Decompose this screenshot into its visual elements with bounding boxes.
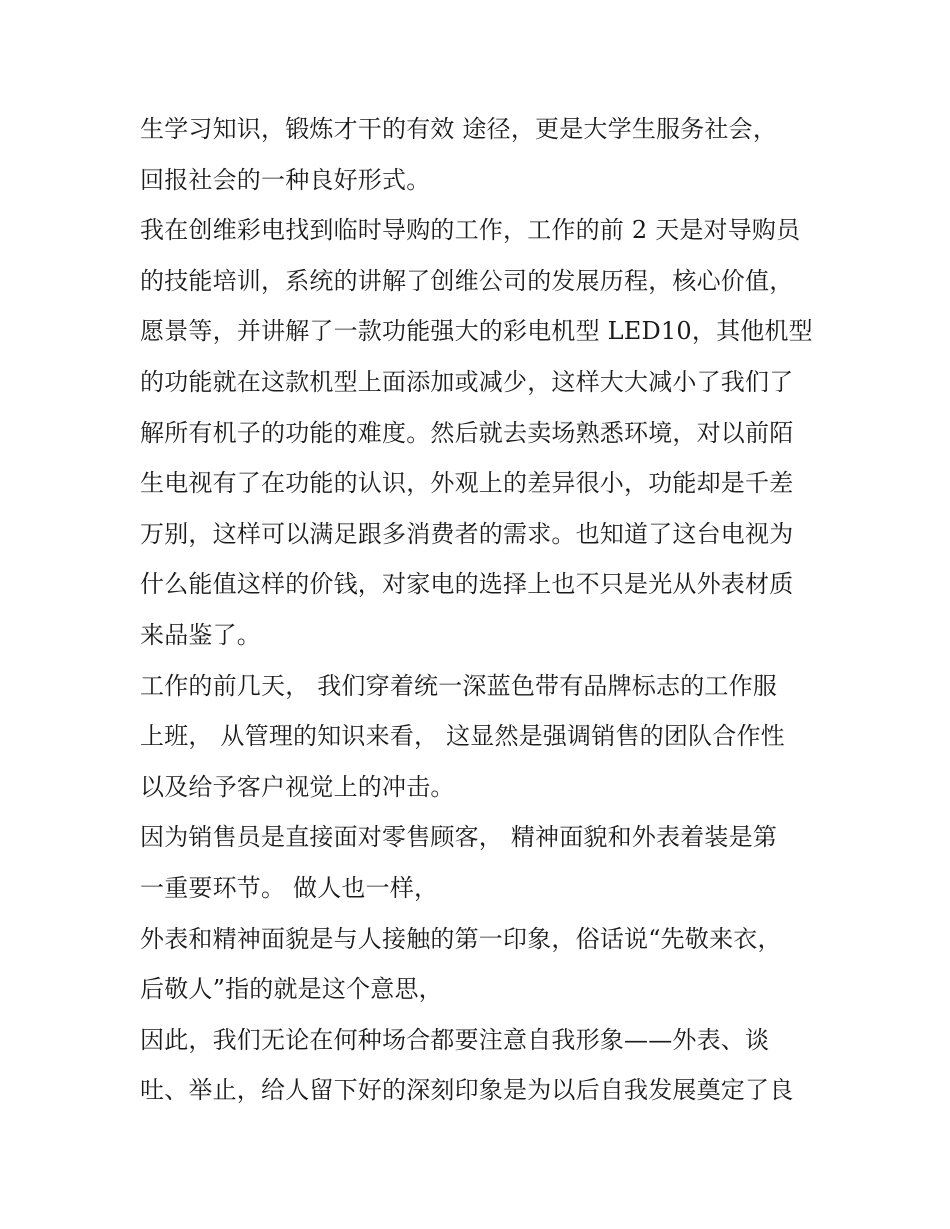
text-line: 生学习知识，锻炼才干的有效 途径，更是大学生服务社会， bbox=[140, 115, 778, 143]
text-line: 愿景等，并讲解了一款功能强大的彩电机型 LED10，其他机型 bbox=[140, 317, 813, 346]
text-line: 吐、举止，给人留下好的深刻印象是为以后自我发展奠定了良 bbox=[140, 1076, 794, 1105]
text-line: 上班， 从管理的知识来看， 这显然是强调销售的团队合作性 bbox=[140, 722, 785, 751]
text-line: 回报社会的一种良好形式。 bbox=[140, 165, 431, 194]
text-line: 万别，这样可以满足跟多消费者的需求。也知道了这台电视为 bbox=[140, 519, 794, 548]
text-line: 工作的前几天， 我们穿着统一深蓝色带有品牌标志的工作服 bbox=[140, 671, 778, 700]
text-line: 我在创维彩电找到临时导购的工作，工作的前 2 天是对导购员 bbox=[140, 216, 801, 245]
body-text bbox=[140, 104, 830, 1116]
text-line: 一重要环节。 做人也一样， bbox=[140, 873, 439, 902]
text-line: 因为销售员是直接面对零售顾客， 精神面貌和外表着装是第 bbox=[140, 823, 778, 852]
text-line: 生电视有了在功能的认识，外观上的差异很小，功能却是千差 bbox=[140, 469, 794, 498]
text-line: 的技能培训，系统的讲解了创维公司的发展历程，核心价值， bbox=[140, 266, 794, 295]
text-line: 外表和精神面貌是与人接触的第一印象，俗话说“先敬来衣， bbox=[140, 924, 782, 953]
text-line: 来品鉴了。 bbox=[140, 620, 261, 649]
text-line: 的功能就在这款机型上面添加或减少，这样大大减小了我们了 bbox=[140, 367, 794, 396]
text-line: 什么能值这样的价钱，对家电的选择上也不只是光从外表材质 bbox=[140, 570, 794, 599]
text-line: 因此，我们无论在何种场合都要注意自我形象——外表、谈 bbox=[140, 1025, 770, 1054]
text-line: 解所有机子的功能的难度。然后就去卖场熟悉环境，对以前陌 bbox=[140, 418, 794, 447]
text-line: 后敬人”指的就是这个意思， bbox=[140, 975, 443, 1004]
text-line: 以及给予客户视觉上的冲击。 bbox=[140, 772, 455, 801]
